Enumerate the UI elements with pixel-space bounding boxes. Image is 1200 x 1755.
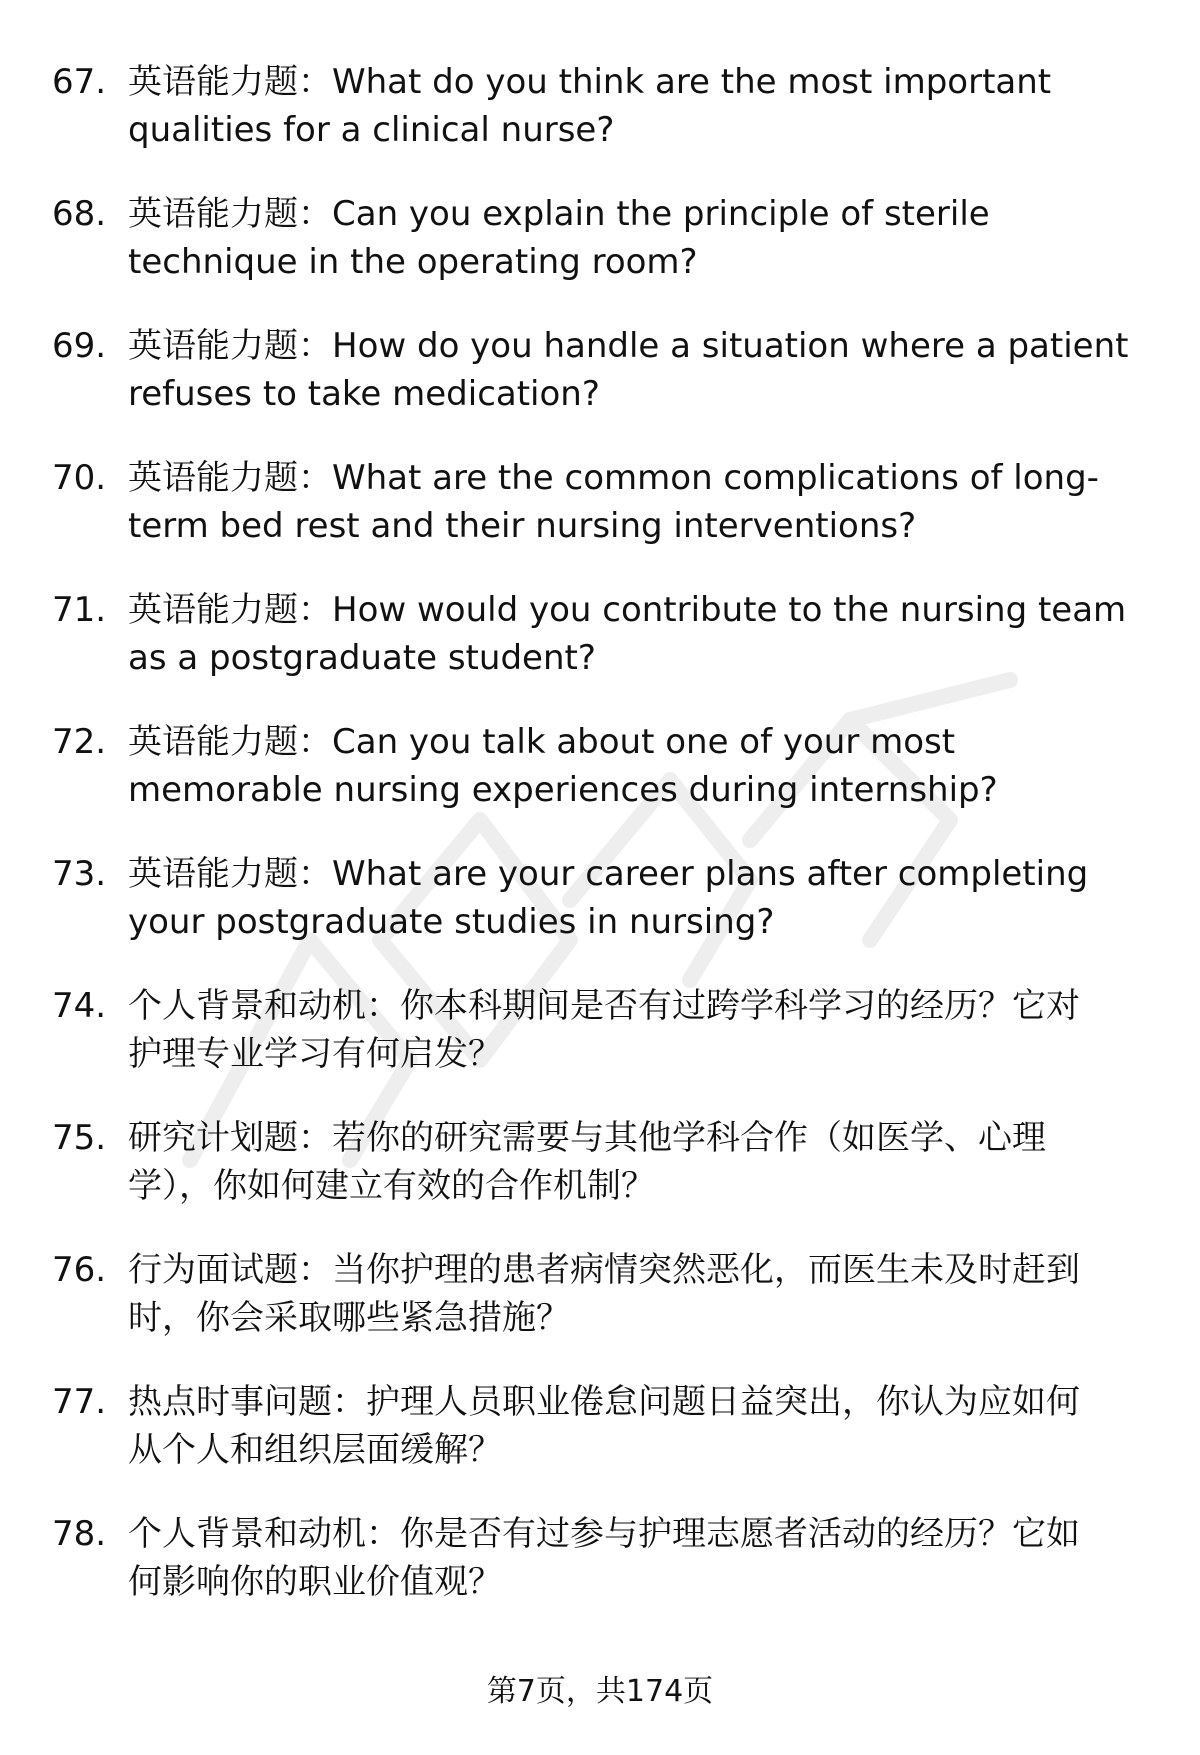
question-item — [0, 1510, 1200, 1642]
question-line: as a postgraduate student? — [128, 638, 596, 678]
question-item — [0, 58, 1200, 190]
question-text — [128, 1378, 1158, 1474]
question-line: 英语能力题：What are the common complications of long- — [128, 458, 1099, 498]
question-item — [0, 850, 1200, 982]
question-text — [128, 1114, 1158, 1210]
question-text — [128, 982, 1158, 1078]
question-number: 68. — [52, 194, 107, 234]
question-item — [0, 1378, 1200, 1510]
question-line: refuses to take medication? — [128, 374, 600, 414]
question-line: 英语能力题：What are your career plans after completing — [128, 854, 1089, 894]
question-number: 74. — [52, 986, 107, 1026]
question-item — [0, 454, 1200, 586]
question-line: 英语能力题：What do you think are the most important — [128, 62, 1052, 102]
question-text — [128, 586, 1158, 682]
question-text — [128, 718, 1158, 814]
question-line: 学），你如何建立有效的合作机制？ — [128, 1166, 655, 1206]
question-line: memorable nursing experiences during internship? — [128, 770, 998, 810]
question-item — [0, 190, 1200, 322]
question-text — [128, 850, 1158, 946]
question-line: 从个人和组织层面缓解？ — [128, 1430, 502, 1470]
question-text — [128, 58, 1158, 154]
question-line: term bed rest and their nursing interventions? — [128, 506, 917, 546]
question-line: 热点时事问题：护理人员职业倦怠问题日益突出，你认为应如何 — [128, 1382, 1080, 1422]
question-number: 73. — [52, 854, 107, 894]
question-number: 78. — [52, 1514, 107, 1554]
question-item — [0, 982, 1200, 1114]
question-line: 何影响你的职业价值观？ — [128, 1562, 502, 1602]
question-item — [0, 718, 1200, 850]
question-line: your postgraduate studies in nursing? — [128, 902, 775, 942]
question-number: 70. — [52, 458, 107, 498]
question-text — [128, 322, 1158, 418]
question-line: 个人背景和动机：你本科期间是否有过跨学科学习的经历？它对 — [128, 986, 1080, 1026]
question-list — [0, 58, 1200, 1642]
question-line: 英语能力题：How would you contribute to the nursing team — [128, 590, 1127, 630]
question-number: 76. — [52, 1250, 107, 1290]
question-number: 69. — [52, 326, 107, 366]
question-line: 时，你会采取哪些紧急措施？ — [128, 1298, 570, 1338]
question-line: technique in the operating room? — [128, 242, 698, 282]
question-text — [128, 190, 1158, 286]
question-line: qualities for a clinical nurse? — [128, 110, 615, 150]
question-line: 英语能力题：How do you handle a situation where a patient — [128, 326, 1129, 366]
question-item — [0, 1246, 1200, 1378]
page-number-footer: 第7页，共174页 — [486, 1674, 714, 1709]
question-text — [128, 1246, 1158, 1342]
question-number: 77. — [52, 1382, 107, 1422]
question-text — [128, 1510, 1158, 1606]
question-line: 护理专业学习有何启发？ — [128, 1034, 502, 1074]
question-number: 71. — [52, 590, 107, 630]
question-item — [0, 322, 1200, 454]
question-number: 67. — [52, 62, 107, 102]
question-number: 75. — [52, 1118, 107, 1158]
question-line: 行为面试题：当你护理的患者病情突然恶化，而医生未及时赶到 — [128, 1250, 1080, 1290]
question-line: 个人背景和动机：你是否有过参与护理志愿者活动的经历？它如 — [128, 1514, 1080, 1554]
question-line: 英语能力题：Can you talk about one of your most — [128, 722, 956, 762]
question-item — [0, 1114, 1200, 1246]
question-line: 英语能力题：Can you explain the principle of sterile — [128, 194, 990, 234]
question-text — [128, 454, 1158, 550]
question-line: 研究计划题：若你的研究需要与其他学科合作（如医学、心理 — [128, 1118, 1046, 1158]
question-item — [0, 586, 1200, 718]
question-number: 72. — [52, 722, 107, 762]
